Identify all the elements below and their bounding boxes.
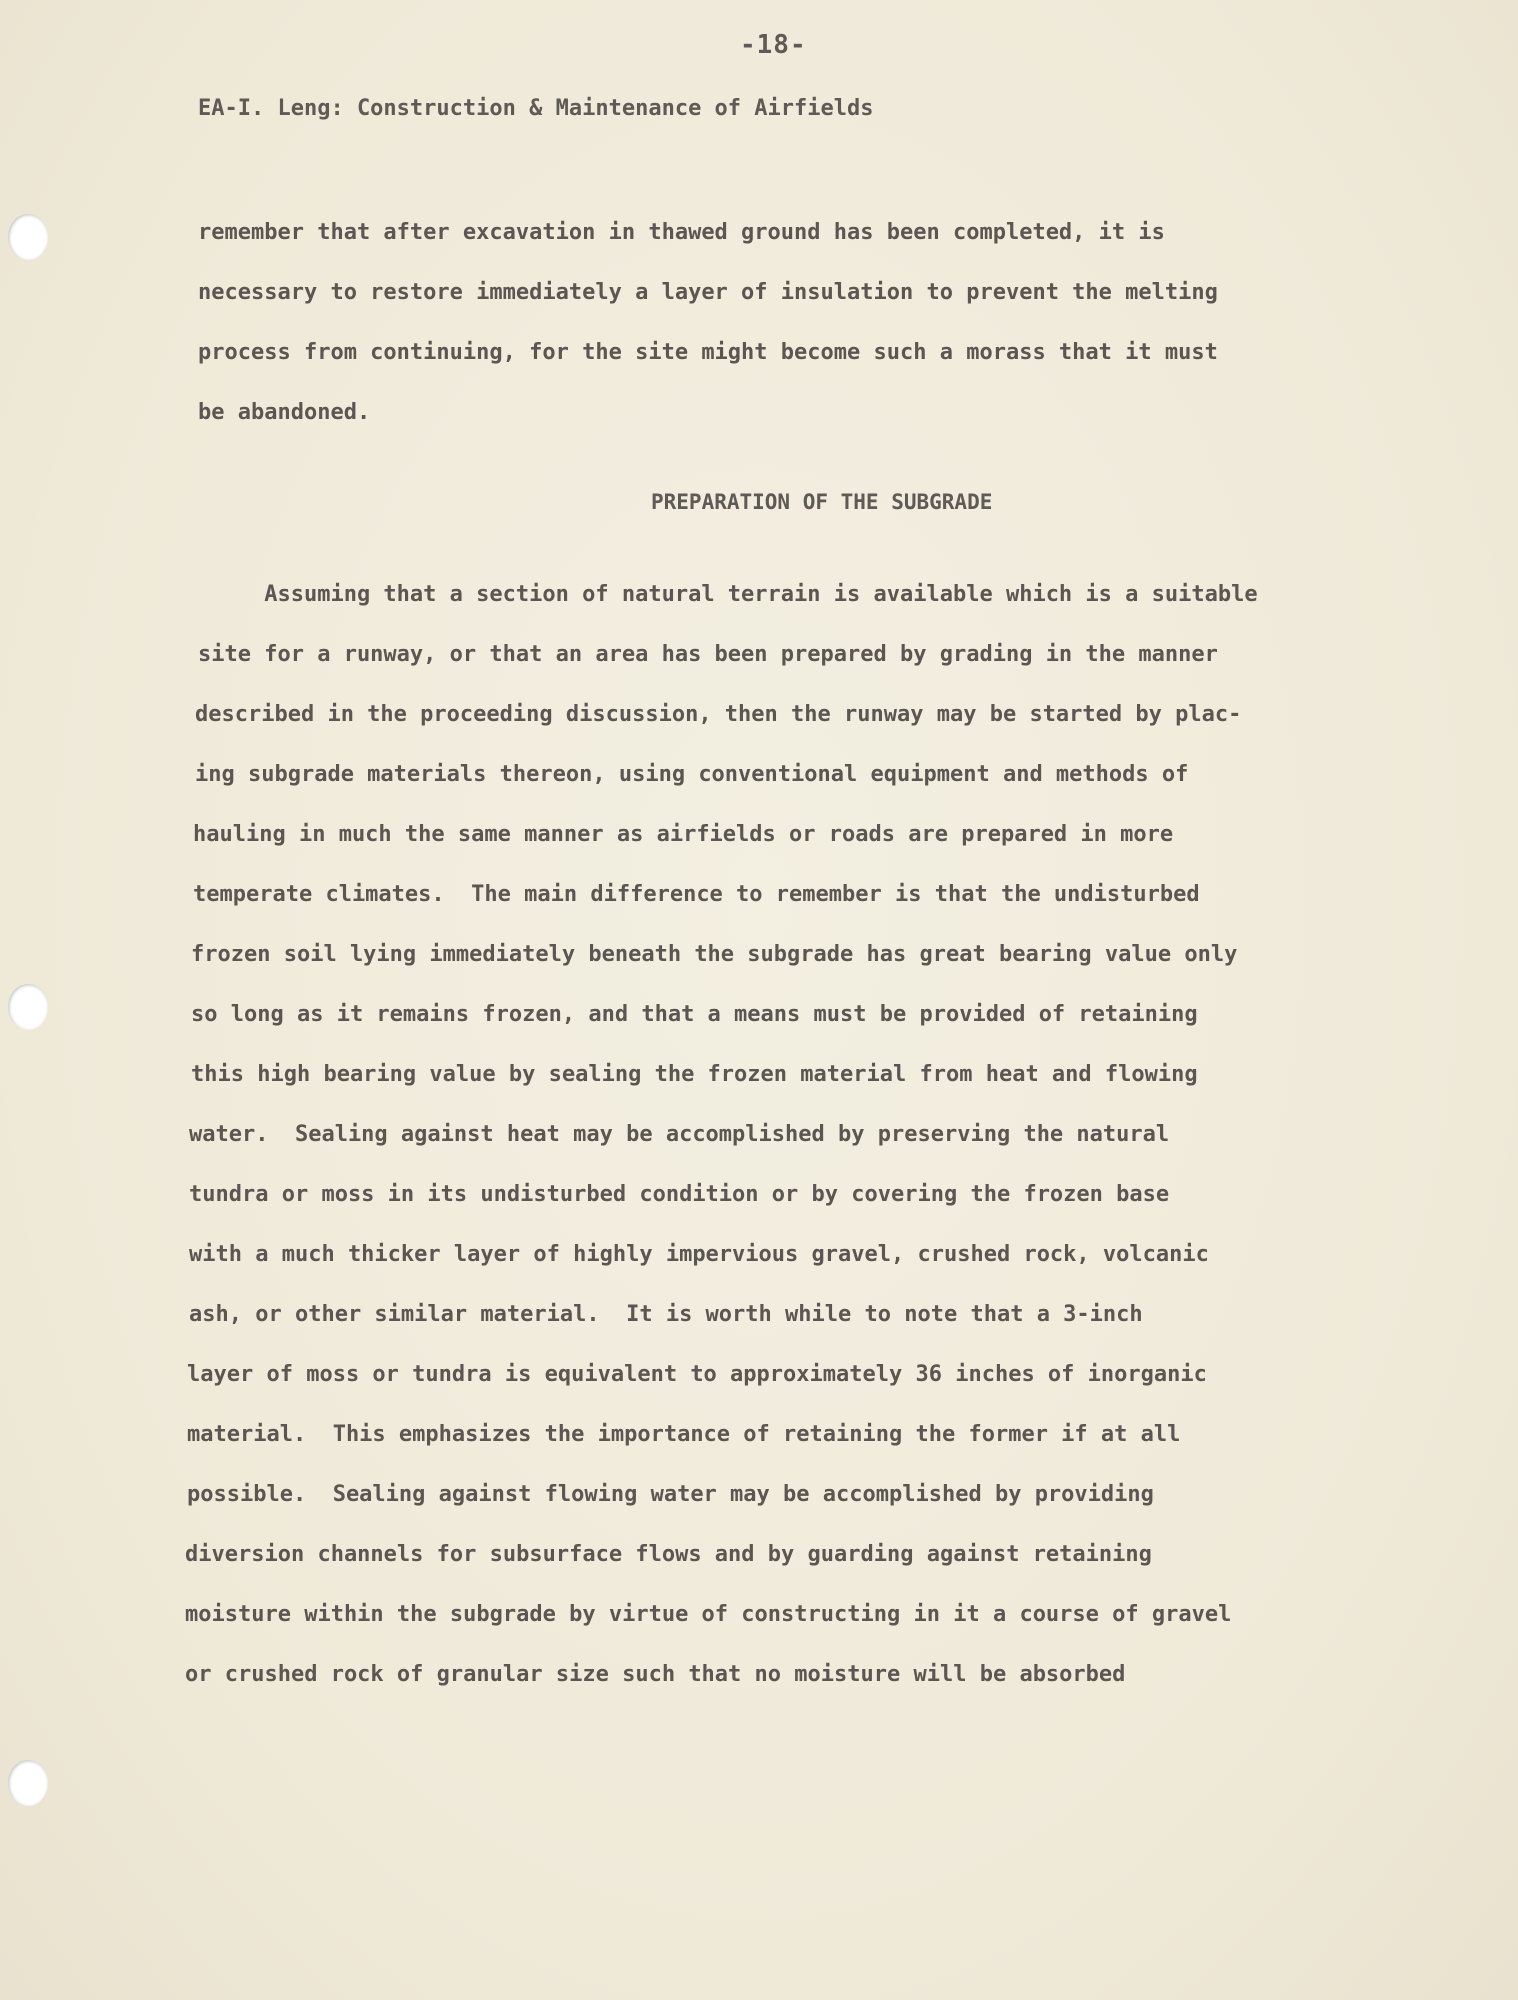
- paragraph-2-line: temperate climates. The main difference to remember is that the undisturbed: [193, 882, 1200, 907]
- paragraph-2-line: water. Sealing against heat may be accomplished by preserving the natural: [189, 1122, 1170, 1147]
- paragraph-2-line: Assuming that a section of natural terrain is available which is a suitable: [198, 582, 1258, 607]
- paragraph-2-line: described in the proceeding discussion, then the runway may be started by plac-: [195, 702, 1242, 727]
- section-heading: PREPARATION OF THE SUBGRADE: [651, 490, 993, 514]
- paragraph-1-line: remember that after excavation in thawed ground has been completed, it is: [198, 220, 1165, 245]
- paragraph-2-line: diversion channels for subsurface flows and by guarding against retaining: [185, 1542, 1152, 1567]
- paragraph-2-line: so long as it remains frozen, and that a means must be provided of retaining: [191, 1002, 1198, 1027]
- paragraph-2-line: or crushed rock of granular size such that no moisture will be absorbed: [185, 1662, 1126, 1687]
- paragraph-2-line: this high bearing value by sealing the frozen material from heat and flowing: [191, 1062, 1198, 1087]
- running-head: EA-I. Leng: Construction & Maintenance of Airfields: [198, 96, 874, 121]
- paragraph-2-line: frozen soil lying immediately beneath the subgrade has great bearing value only: [191, 942, 1238, 967]
- punch-hole-middle: [8, 984, 48, 1030]
- paragraph-2-line: possible. Sealing against flowing water may be accomplished by providing: [187, 1482, 1154, 1507]
- paragraph-2-line: with a much thicker layer of highly impervious gravel, crushed rock, volcanic: [189, 1242, 1209, 1267]
- paragraph-2-line: material. This emphasizes the importance of retaining the former if at all: [187, 1422, 1181, 1447]
- paragraph-2-line: tundra or moss in its undisturbed condition or by covering the frozen base: [189, 1182, 1170, 1207]
- paragraph-1-line: process from continuing, for the site might become such a morass that it must: [198, 340, 1218, 365]
- paragraph-2-line: site for a runway, or that an area has been prepared by grading in the manner: [198, 642, 1218, 667]
- paragraph-2-line: layer of moss or tundra is equivalent to approximately 36 inches of inorganic: [187, 1362, 1207, 1387]
- punch-hole-bottom: [8, 1760, 48, 1806]
- paragraph-2-line: moisture within the subgrade by virtue of constructing in it a course of gravel: [185, 1602, 1232, 1627]
- paragraph-1-line: necessary to restore immediately a layer of insulation to prevent the melting: [198, 280, 1218, 305]
- punch-hole-top: [8, 214, 48, 260]
- paragraph-2-line: hauling in much the same manner as airfields or roads are prepared in more: [193, 822, 1174, 847]
- paragraph-2-line: ing subgrade materials thereon, using conventional equipment and methods of: [195, 762, 1189, 787]
- paragraph-2-line: ash, or other similar material. It is worth while to note that a 3-inch: [189, 1302, 1143, 1327]
- page-number: -18-: [740, 30, 807, 60]
- paragraph-1-line: be abandoned.: [198, 400, 371, 425]
